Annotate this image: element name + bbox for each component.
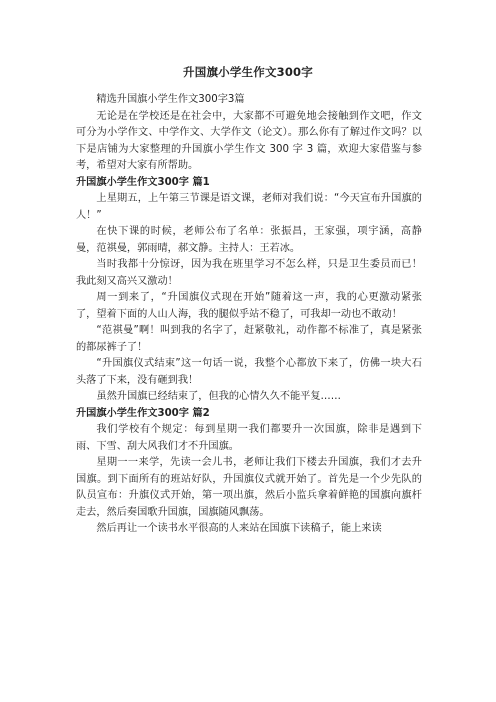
paragraph: 上星期五，上午第三节课是语文课，老师对我们说：“今天宣布升国旗的人！”: [76, 193, 422, 221]
paragraph: 我们学校有个规定：每到星期一我们都要升一次国旗，除非是遇到下雨、下雪、刮大风我们才不升国旗。: [76, 424, 422, 452]
paragraph: 虽然升国旗已经结束了，但我的心情久久不能平复……: [96, 391, 341, 402]
section-heading: 升国旗小学生作文300字 篇1: [76, 176, 210, 188]
paragraph: 精选升国旗小学生作文300字3篇: [96, 94, 245, 105]
paragraph: 星期一一来学，先读一会儿书，老师让我们下楼去升国旗，我们才去升国旗。到下面所有的班站好队，升国旗仪式就开始了。首先是一个少先队的队员宣布：升旗仪式开始，第一项出旗，然后小监兵拿着鲜艳的国旗向旗杆走去，然后奏国歌升国旗，国旗随风飘荡。: [76, 457, 422, 518]
document-body: [76, 92, 422, 538]
paragraph: 当时我都十分惊讶，因为我在班里学习不怎么样，只是卫生委员而已！我此刻又高兴又激动！: [76, 259, 422, 287]
paragraph: “升国旗仪式结束”这一句话一说，我整个心都放下来了，仿佛一块大石头落了下来，没有砸到我！: [76, 358, 422, 386]
paragraph: 周一到来了，“升国旗仪式现在开始”随着这一声，我的心更激动紧张了，望着下面的人山人海，我的腿似乎站不稳了，可我却一动也不敢动！: [76, 292, 422, 320]
paragraph: 在快下课的时候，老师公布了名单：张振昌，王家强，项宇涵，高静曼，范祺曼，郭雨晴，郝文静。主持人：王若冰。: [76, 226, 422, 254]
section-heading: 升国旗小学生作文300字 篇2: [76, 407, 210, 419]
paragraph: 无论是在学校还是在社会中，大家都不可避免地会接触到作文吧，作文可分为小学作文、中学作文、大学作文（论文）。那么你有了解过作文吗？以下是店铺为大家整理的升国旗小学生作文 300 字 3 篇，欢迎大家借鉴与参考，希望对大家有所帮助。: [76, 110, 422, 171]
paragraph: “范祺曼”啊！叫到我的名字了，赶紧敬礼，动作都不标准了，真是紧张的都尿裤子了！: [76, 325, 422, 353]
paragraph: 然后再让一个读书水平很高的人来站在国旗下读稿子，能上来读: [96, 523, 382, 534]
document-title: 升国旗小学生作文300字: [183, 65, 313, 79]
